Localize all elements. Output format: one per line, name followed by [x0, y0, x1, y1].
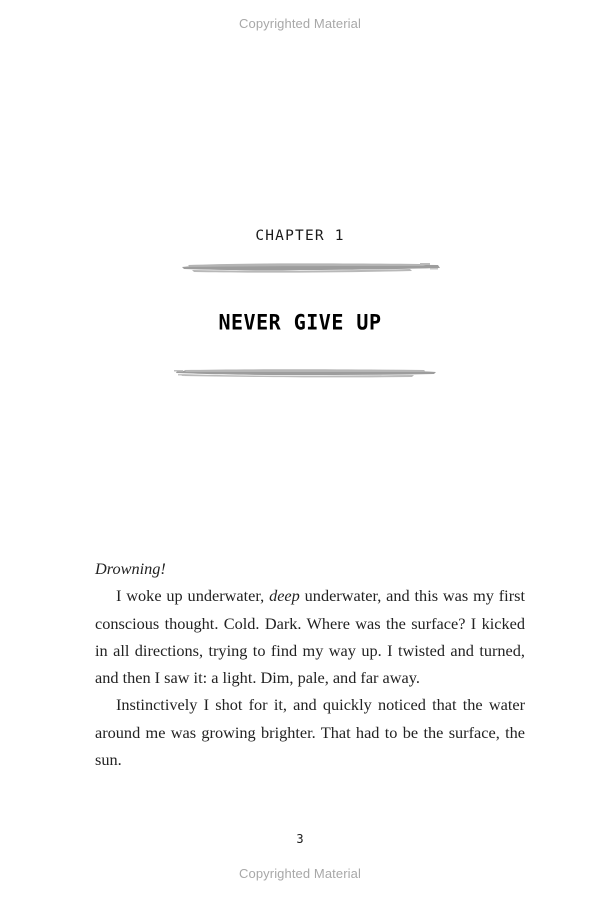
brush-stroke-bottom — [174, 365, 438, 379]
paragraph-1 — [95, 582, 525, 691]
paragraph-1-start: I woke up underwater, — [116, 586, 270, 606]
paragraph-1-rest: underwater, and this was my first conscious thought. Cold. Dark. Where was the surface? I kicked in all directions, trying to find my way up. I twisted and turned, and then I saw it: a light. Dim, pale, and far away. — [95, 586, 525, 688]
paragraph-1-emphasis: deep — [269, 586, 300, 606]
brush-stroke-top — [180, 260, 442, 274]
chapter-title: NEVER GIVE UP — [218, 309, 382, 335]
copyright-watermark-top: Copyrighted Material — [239, 16, 361, 31]
chapter-body — [95, 555, 525, 773]
copyright-watermark-bottom: Copyrighted Material — [239, 866, 361, 881]
paragraph-2: Instinctively I shot for it, and quickly noticed that the water around me was growing brighter. That had to be the surface, the sun. — [95, 695, 525, 770]
chapter-label: CHAPTER 1 — [255, 228, 345, 244]
opening-line: Drowning! — [95, 559, 166, 578]
page-number: 3 — [296, 832, 304, 846]
